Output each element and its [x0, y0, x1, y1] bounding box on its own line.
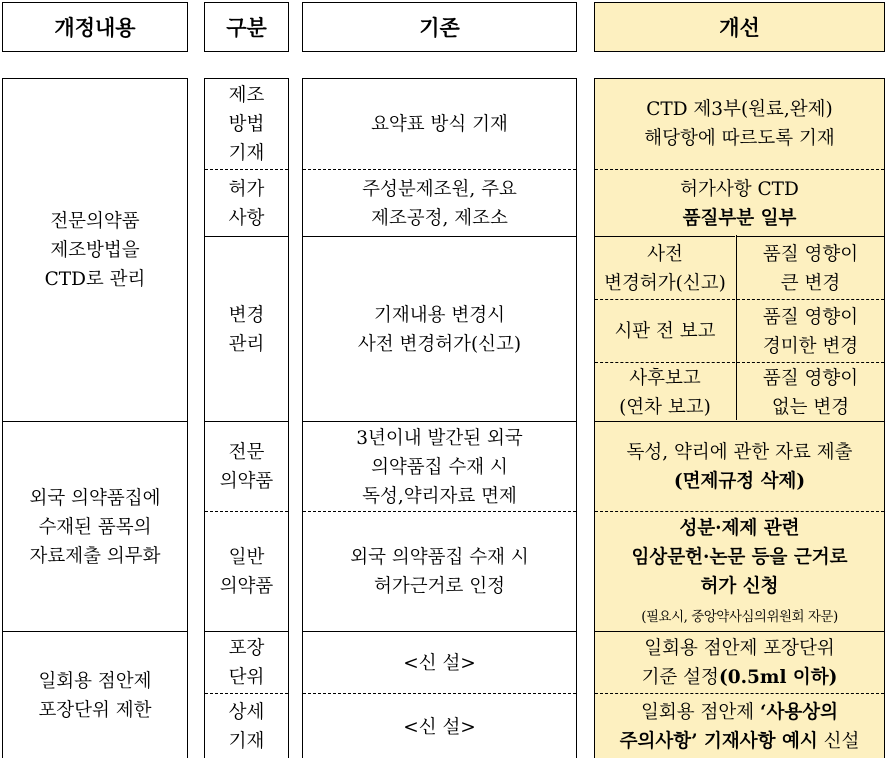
header-category: [204, 2, 289, 52]
category-text: 일반 의약품: [219, 547, 274, 597]
improved-part: 허가사항 CTD: [680, 178, 799, 200]
category-cell: [205, 511, 288, 632]
existing-cell: [303, 169, 576, 237]
improved-text: [642, 634, 838, 692]
content-text-1: 전문의약품 제조방법을 CTD로 관리: [44, 210, 146, 290]
improved-cell: [595, 693, 884, 760]
grid-right-text: 품질 영향이 없는 변경: [762, 367, 859, 418]
improved-part-bold: ‘사용상의 주의사항’ 기재사항 예시: [619, 702, 838, 752]
improved-part: 독성, 약리에 관한 자료 제출: [626, 442, 853, 463]
improved-text: [644, 95, 834, 153]
improved-part: 신설: [817, 731, 860, 752]
grid-left-text: 사전 변경허가(신고): [604, 243, 726, 294]
improved-text: [632, 514, 848, 630]
improved-grid-right: [737, 362, 884, 422]
existing-text: 외국 의약품집 수재 시 허가근거로 인정: [350, 547, 529, 597]
category-cell: [205, 421, 288, 512]
improved-part-bold: (0.5ml 이하): [718, 667, 838, 688]
improved-cell: [595, 421, 884, 512]
improved-part-bold: (면제규정 삭제): [673, 471, 806, 492]
category-text: 포장 단위: [228, 638, 265, 688]
category-cell: [205, 693, 288, 760]
category-cell: [205, 631, 288, 694]
category-cell: [205, 169, 288, 237]
category-text: 변경 관리: [228, 304, 265, 355]
existing-cell: [303, 236, 576, 422]
existing-cell: [303, 631, 576, 694]
category-text: 허가 사항: [228, 178, 265, 229]
header-content-label: 개정내용: [54, 16, 136, 40]
improved-grid-left: [595, 362, 735, 422]
existing-text: 요약표 방식 기재: [371, 113, 508, 135]
improved-text: [620, 698, 860, 756]
grid-divider: [736, 235, 737, 420]
grid-left-text: 사후보고 (연차 보고): [619, 367, 711, 418]
improved-part-bold: 품질부분 일부: [682, 207, 797, 229]
category-text: 제조 방법 기재: [228, 84, 265, 164]
existing-cell: [303, 79, 576, 169]
grid-left-text: 시판 전 보고: [614, 321, 716, 342]
content-text-3: 일회용 점안제 포장단위 제한: [38, 671, 152, 721]
column-category: [204, 78, 289, 758]
improved-part: 일회용 점안제: [641, 702, 761, 723]
existing-text: <신 설>: [403, 716, 476, 738]
header-existing: [302, 2, 577, 52]
improved-grid-left: [595, 299, 735, 363]
content-cell-3: [3, 631, 187, 760]
column-existing: [302, 78, 577, 758]
category-cell: [205, 236, 288, 422]
grid-right-text: 품질 영향이 경미한 변경: [762, 306, 859, 357]
header-content: [2, 2, 188, 52]
content-cell-1: [3, 79, 187, 421]
header-improved-label: 개선: [719, 16, 760, 40]
improved-part: 일회용 점안제 포장단위 기준 설정: [641, 638, 835, 688]
existing-cell: [303, 511, 576, 632]
category-text: 상세 기재: [228, 702, 265, 752]
content-text-2: 외국 의약품집에 수재된 품목의 자료제출 의무화: [29, 487, 161, 567]
improved-cell: [595, 511, 884, 632]
improved-note: (필요시, 중앙약사심의위원회 자문): [641, 609, 838, 625]
existing-text: 기재내용 변경시 사전 변경허가(신고): [357, 304, 522, 355]
improved-cell: [595, 79, 884, 169]
grid-right-text: 품질 영향이 큰 변경: [762, 243, 859, 294]
improved-text: [627, 438, 853, 496]
column-improved: [594, 78, 885, 758]
improved-text: [680, 175, 799, 233]
column-content: [2, 78, 188, 758]
content-cell-2: [3, 421, 187, 632]
category-text: 전문 의약품: [219, 442, 274, 492]
improved-grid-left: [595, 236, 735, 300]
improved-grid-right: [737, 236, 884, 300]
improved-cell: [595, 169, 884, 237]
category-cell: [205, 79, 288, 169]
existing-cell: [303, 421, 576, 512]
improved-cell: [595, 631, 884, 694]
existing-text: 주성분제조원, 주요 제조공정, 제조소: [362, 178, 517, 229]
header-improved: [594, 2, 885, 52]
existing-cell: [303, 693, 576, 760]
header-category-label: 구분: [226, 16, 267, 40]
improved-part: CTD 제3부(원료,완제) 해당항에 따르도록 기재: [644, 99, 835, 149]
existing-text: 3년이내 발간된 외국 의약품집 수재 시 독성,약리자료 면제: [356, 427, 523, 507]
improved-grid-right: [737, 299, 884, 363]
improved-part-bold: 성분·제제 관련 임상문헌·논문 등을 근거로 허가 신청: [631, 518, 848, 597]
header-existing-label: 기존: [419, 16, 460, 40]
existing-text: <신 설>: [403, 652, 476, 674]
